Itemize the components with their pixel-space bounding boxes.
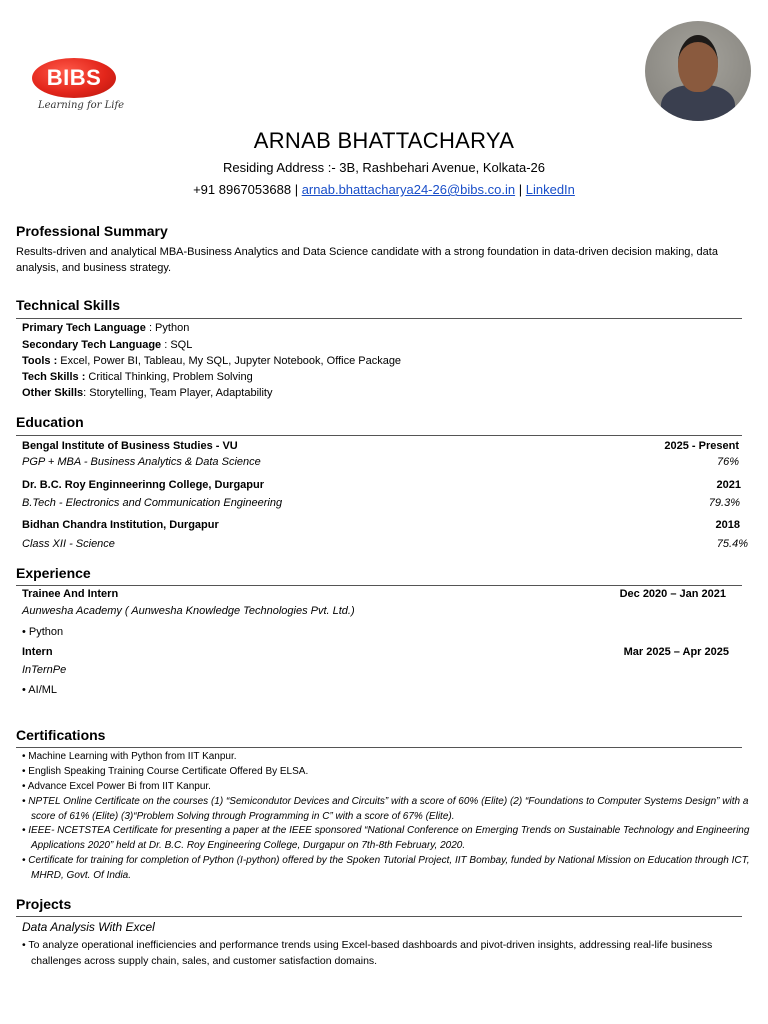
photo-head (678, 35, 718, 92)
logo-mark: BIBS (32, 58, 116, 98)
skill-item: Secondary Tech Language : SQL (22, 339, 193, 351)
skill-item: Tech Skills : Critical Thinking, Problem Solving (22, 371, 253, 383)
section-title-projects: Projects (16, 896, 72, 912)
skill-item: Other Skills: Storytelling, Team Player, Adaptability (22, 387, 273, 399)
education-school: Dr. B.C. Roy Enginneerinng College, Durgapur (22, 479, 265, 491)
section-rule (16, 435, 742, 436)
section-rule (16, 747, 742, 748)
profile-photo (645, 21, 751, 121)
candidate-name: ARNAB BHATTACHARYA (253, 128, 515, 153)
certification-item: • NPTEL Online Certificate on the courses (1) “Semicondutor Devices and Circuits” with a score of 60% (Elite) (2) “Foundations to Computer Systems Design” with a score of 61% (Elite) (3)“Problem Solving through Programming in C” with a score of 67% (Elite). (22, 796, 749, 822)
education-school: Bengal Institute of Business Studies - VU (22, 440, 238, 452)
certification-item: • Certificate for training for completion of Python (I-python) offered by the Spoken Tutorial Project, IIT Bombay, funded by National Mission on Education through ICT, MHRD, Govt. Of India. (22, 855, 750, 881)
education-year: 2018 (715, 519, 740, 531)
experience-bullet: • Python (22, 626, 64, 638)
education-score: 76% (716, 456, 739, 468)
section-title-experience: Experience (16, 565, 91, 581)
address: Residing Address :- 3B, Rashbehari Avenue, Kolkata-26 (222, 160, 546, 175)
section-title-skills: Technical Skills (16, 297, 121, 313)
experience-role: Trainee And Intern (22, 588, 119, 600)
section-title-summary: Professional Summary (16, 223, 168, 239)
linkedin-link[interactable]: LinkedIn (525, 182, 575, 197)
experience-org: Aunwesha Academy ( Aunwesha Knowledge Technologies Pvt. Ltd.) (22, 605, 355, 617)
education-degree: Class XII - Science (22, 538, 115, 550)
experience-role: Intern (22, 646, 53, 658)
summary-text: Results-driven and analytical MBA-Business Analytics and Data Science candidate with a strong foundation in data-driven decision making, data analysis, and business strategy. (16, 246, 718, 274)
education-year: 2021 (716, 479, 741, 491)
experience-org: InTernPe (22, 664, 67, 676)
section-rule (16, 318, 742, 319)
skill-item: Tools : Excel, Power BI, Tableau, My SQL, Jupyter Notebook, Office Package (22, 355, 402, 367)
education-degree: B.Tech - Electronics and Communication Engineering (22, 497, 283, 509)
separator: | (518, 182, 523, 197)
project-name: Data Analysis With Excel (22, 920, 155, 934)
skill-item: Primary Tech Language : Python (22, 322, 190, 334)
experience-dates: Mar 2025 – Apr 2025 (623, 646, 729, 658)
experience-dates: Dec 2020 – Jan 2021 (619, 588, 726, 600)
certification-item: • Advance Excel Power Bi from IIT Kanpur. (22, 781, 211, 792)
project-bullet: • To analyze operational inefficiencies and performance trends using Excel-based dashboards and pivot-driven insights, addressing real-life business challenges across supply chain, sales, and customer satisfaction domains. (22, 939, 713, 967)
contact-line (0, 182, 768, 197)
experience-bullet: • AI/ML (22, 684, 58, 696)
separator: | (294, 182, 299, 197)
section-rule (16, 585, 742, 586)
certification-item: • IEEE- NCETSTEA Certificate for presenting a paper at the IEEE sponsored “National Conference on Emerging Trends on Sustainable Technology and Engineering Applications 2020” held at Dr. B.C. Roy Engineering College, Durgapur on 7th-8th February, 2020. (22, 825, 750, 851)
phone: +91 8967053688 (193, 182, 292, 197)
education-year: 2025 - Present (664, 440, 739, 452)
education-school: Bidhan Chandra Institution, Durgapur (22, 519, 219, 531)
logo-tagline: Learning for Life (38, 100, 125, 111)
section-title-education: Education (16, 414, 84, 430)
section-rule (16, 916, 742, 917)
education-score: 79.3% (708, 497, 740, 509)
education-score: 75.4% (716, 538, 748, 550)
bibs-logo (28, 56, 128, 120)
section-title-certifications: Certifications (16, 727, 106, 743)
certification-item: • English Speaking Training Course Certificate Offered By ELSA. (22, 766, 309, 777)
education-degree: PGP + MBA - Business Analytics & Data Science (22, 456, 261, 468)
email-link[interactable]: arnab.bhattacharya24-26@bibs.co.in (301, 182, 516, 197)
certification-item: • Machine Learning with Python from IIT Kanpur. (22, 751, 237, 762)
